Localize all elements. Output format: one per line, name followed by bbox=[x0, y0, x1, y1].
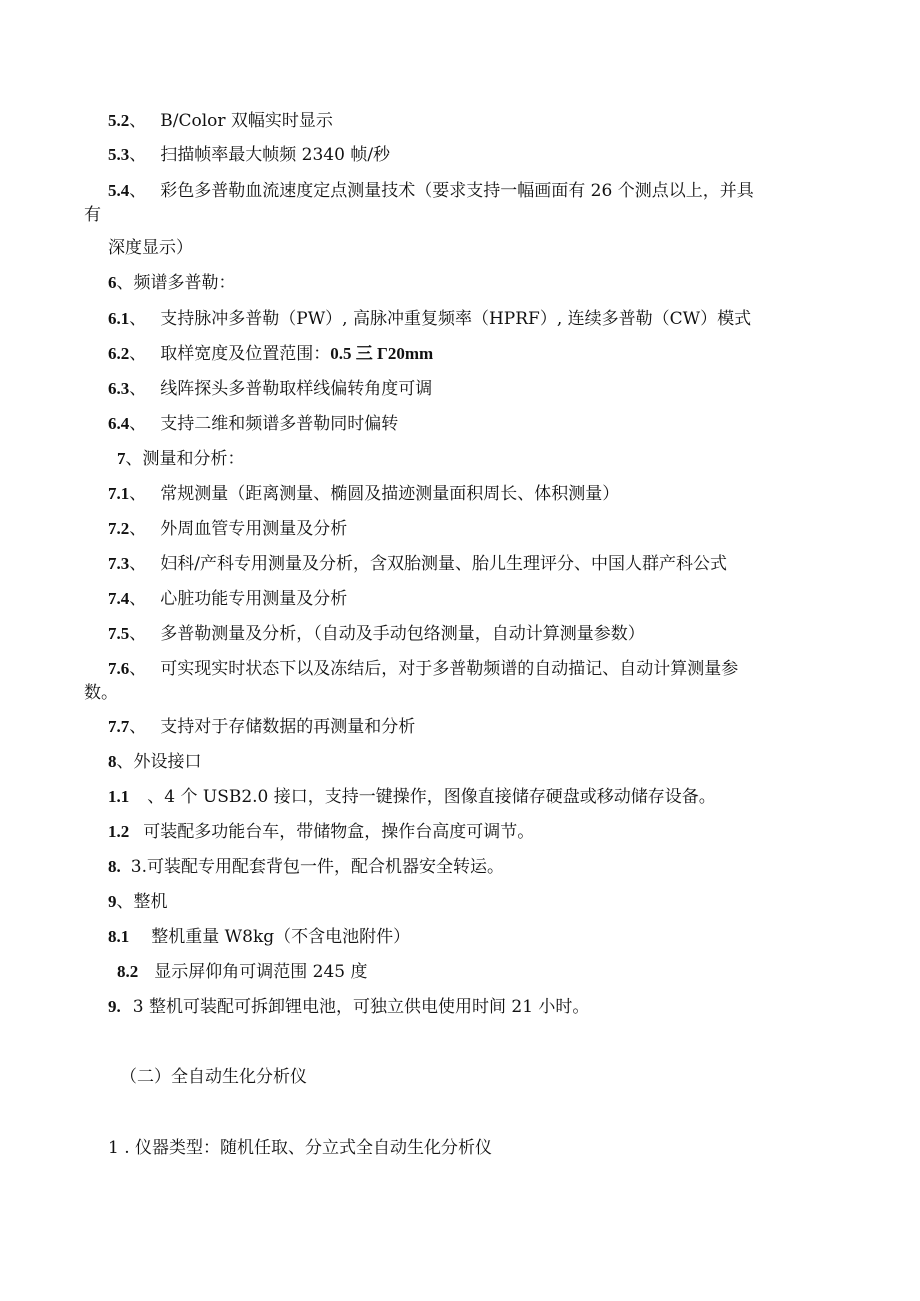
item-number: 7.4 bbox=[108, 589, 130, 608]
item-text: 妇科/产科专用测量及分析，含双胎测量、胎儿生理评分、中国人群产科公式 bbox=[160, 554, 727, 574]
item-text: 1 . 仪器类型：随机任取、分立式全自动生化分析仪 bbox=[108, 1138, 493, 1158]
item-number: 9. bbox=[108, 997, 121, 1016]
item-text: 测量和分析： bbox=[142, 449, 245, 469]
item-separator: 、 bbox=[129, 181, 147, 201]
spec-line-8-2 bbox=[117, 961, 368, 983]
section-2-heading bbox=[120, 1066, 307, 1088]
item-number: 7.1 bbox=[108, 484, 130, 503]
item-text: 整机 bbox=[133, 892, 168, 912]
spec-line-7-6 bbox=[108, 658, 738, 680]
spec-line-7-3 bbox=[108, 553, 727, 575]
spec-line-6-2 bbox=[108, 343, 433, 365]
item-number: 8. bbox=[108, 857, 121, 876]
item-number: 6.1 bbox=[108, 309, 130, 328]
item-text: 彩色多普勒血流速度定点测量技术（要求支持一幅画面有 26 个测点以上，并具 bbox=[160, 181, 754, 201]
spec-line-7-1 bbox=[108, 483, 619, 505]
spec-line-9-3 bbox=[108, 996, 589, 1018]
item-number: 5.4 bbox=[108, 181, 130, 200]
spec-line-6-1 bbox=[108, 308, 751, 330]
item-number: 7.6 bbox=[108, 659, 130, 678]
item-text: 常规测量（距离测量、椭圆及描迹测量面积周长、体积测量） bbox=[160, 484, 620, 504]
item-separator: 、 bbox=[129, 111, 147, 131]
item-separator: 、 bbox=[147, 787, 165, 807]
item-number: 8 bbox=[108, 752, 117, 771]
item-number: 7 bbox=[117, 449, 126, 468]
spec-line-5-3 bbox=[108, 144, 390, 166]
spec-line-7-7 bbox=[108, 716, 415, 738]
item-number: 7.3 bbox=[108, 554, 130, 573]
section-7-heading bbox=[117, 448, 245, 470]
item-text: 支持脉冲多普勒（PW）, 高脉冲重复频率（HPRF）, 连续多普勒（CW）模式 bbox=[160, 309, 752, 329]
spec-line-8-1 bbox=[108, 926, 410, 948]
spec-line-5-4-wrap bbox=[84, 204, 101, 226]
item-text: 取样宽度及位置范围： bbox=[160, 344, 331, 364]
item-text: 3.可装配专用配套背包一件，配合机器安全转运。 bbox=[130, 857, 504, 877]
spec-line-6-3 bbox=[108, 378, 432, 400]
spec-line-1-2 bbox=[108, 821, 534, 843]
item-separator: 、 bbox=[116, 273, 134, 293]
spec-line-5-2 bbox=[108, 110, 333, 132]
item-separator: 、 bbox=[129, 659, 147, 679]
item-text: 可实现实时状态下以及冻结后，对于多普勒频谱的自动描记、自动计算测量参 bbox=[160, 659, 739, 679]
spec-line-instrument-type bbox=[108, 1137, 492, 1159]
item-number: 6 bbox=[108, 273, 117, 292]
spec-line-5-4-cont bbox=[108, 237, 193, 259]
item-number: 7.5 bbox=[108, 624, 130, 643]
item-text: 数。 bbox=[84, 683, 118, 703]
spec-line-5-4 bbox=[108, 180, 754, 202]
item-separator: 、 bbox=[116, 892, 134, 912]
item-number: 7.7 bbox=[108, 717, 130, 736]
item-text: 3 整机可装配可拆卸锂电池，可独立供电使用时间 21 小时。 bbox=[132, 997, 590, 1017]
item-number: 6.2 bbox=[108, 344, 130, 363]
item-number: 1.2 bbox=[108, 822, 130, 841]
item-separator: 、 bbox=[125, 449, 143, 469]
item-separator: 、 bbox=[116, 752, 134, 772]
item-separator: 、 bbox=[129, 519, 147, 539]
item-number: 5.2 bbox=[108, 111, 130, 130]
item-separator: 、 bbox=[129, 717, 147, 737]
item-text: 支持二维和频谱多普勒同时偏转 bbox=[160, 414, 399, 434]
heading-text: （二）全自动生化分析仪 bbox=[120, 1067, 307, 1087]
item-number: 6.3 bbox=[108, 379, 130, 398]
spec-line-7-2 bbox=[108, 518, 347, 540]
item-number: 8.2 bbox=[117, 962, 139, 981]
item-separator: 、 bbox=[129, 484, 147, 504]
item-separator: 、 bbox=[129, 145, 147, 165]
spec-line-6-4 bbox=[108, 413, 398, 435]
item-text: 外设接口 bbox=[133, 752, 202, 772]
item-text: 频谱多普勒： bbox=[133, 273, 236, 293]
spec-line-7-6-wrap bbox=[84, 682, 118, 704]
section-9-heading bbox=[108, 891, 168, 913]
section-6-heading bbox=[108, 272, 236, 294]
item-text: 显示屏仰角可调范围 245 度 bbox=[154, 962, 368, 982]
item-text: 4 个 USB2.0 接口，支持一键操作，图像直接储存硬盘或移动储存设备。 bbox=[164, 787, 716, 807]
item-text: 扫描帧率最大帧频 2340 帧/秒 bbox=[160, 145, 391, 165]
item-number: 6.4 bbox=[108, 414, 130, 433]
item-number: 9 bbox=[108, 892, 117, 911]
item-text: 心脏功能专用测量及分析 bbox=[160, 589, 348, 609]
spec-line-8-3 bbox=[108, 856, 504, 878]
item-separator: 、 bbox=[129, 554, 147, 574]
item-text: 整机重量 W8kg（不含电池附件） bbox=[151, 927, 411, 947]
item-number: 8.1 bbox=[108, 927, 130, 946]
item-text: 外周血管专用测量及分析 bbox=[160, 519, 348, 539]
item-separator: 、 bbox=[129, 309, 147, 329]
item-text: 可装配多功能台车，带储物盒，操作台高度可调节。 bbox=[143, 822, 535, 842]
spec-line-7-4 bbox=[108, 588, 347, 610]
item-text: 深度显示） bbox=[108, 238, 193, 258]
item-separator: 、 bbox=[129, 589, 147, 609]
item-text: 线阵探头多普勒取样线偏转角度可调 bbox=[160, 379, 433, 399]
item-separator: 、 bbox=[129, 344, 147, 364]
item-number: 1.1 bbox=[108, 787, 130, 806]
spec-line-1-1 bbox=[108, 786, 716, 808]
item-text: 多普勒测量及分析，（自动及手动包络测量，自动计算测量参数） bbox=[160, 624, 645, 644]
item-number: 7.2 bbox=[108, 519, 130, 538]
spec-line-7-5 bbox=[108, 623, 645, 645]
item-number: 5.3 bbox=[108, 145, 130, 164]
item-text: 支持对于存储数据的再测量和分析 bbox=[160, 717, 416, 737]
item-range-value: 0.5 三 Γ20mm bbox=[330, 344, 434, 363]
section-8-heading bbox=[108, 751, 202, 773]
item-separator: 、 bbox=[129, 379, 147, 399]
item-text: B/Color 双幅实时显示 bbox=[160, 111, 333, 131]
item-separator: 、 bbox=[129, 624, 147, 644]
item-text: 有 bbox=[84, 205, 101, 225]
item-separator: 、 bbox=[129, 414, 147, 434]
